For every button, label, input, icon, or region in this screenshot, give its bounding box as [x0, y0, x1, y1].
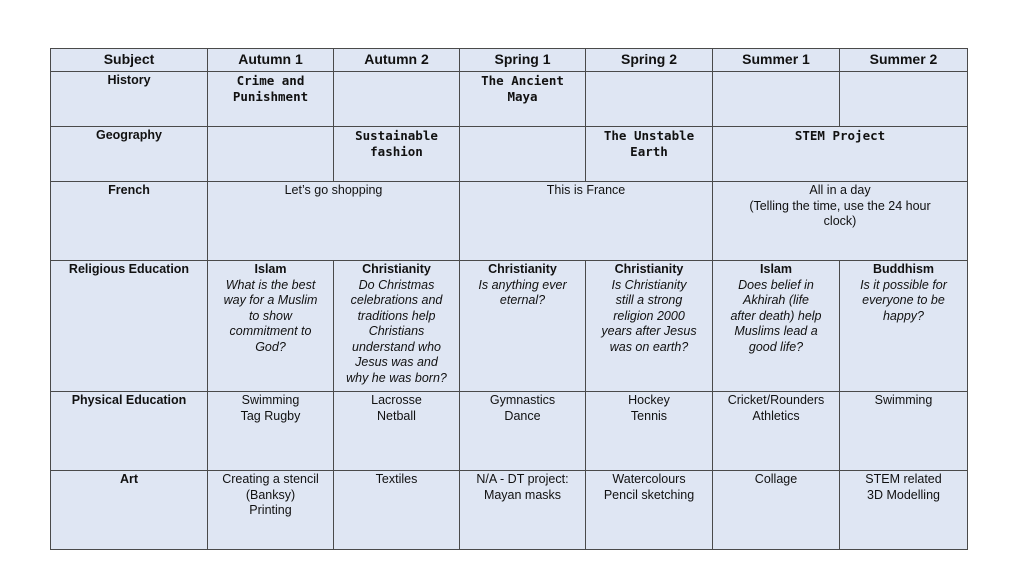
art-autumn-2: Textiles — [334, 471, 460, 550]
history-summer-1 — [713, 72, 840, 127]
subject-geography: Geography — [51, 127, 208, 182]
history-autumn-2 — [334, 72, 460, 127]
re-spring-2: Christianity Is Christianity still a strong religion 2000 years after Jesus was on earth? — [586, 261, 713, 392]
subject-physical-education: Physical Education — [51, 392, 208, 471]
row-history — [51, 72, 968, 127]
row-physical-education — [51, 392, 968, 471]
art-summer-1: Collage — [713, 471, 840, 550]
art-summer-2: STEM related 3D Modelling — [840, 471, 968, 550]
pe-summer-1: Cricket/Rounders Athletics — [713, 392, 840, 471]
re-summer-1: Islam Does belief in Akhirah (life after death) help Muslims lead a good life? — [713, 261, 840, 392]
history-spring-2 — [586, 72, 713, 127]
pe-spring-2: Hockey Tennis — [586, 392, 713, 471]
geography-autumn-2: Sustainable fashion — [334, 127, 460, 182]
history-summer-2 — [840, 72, 968, 127]
pe-autumn-1: Swimming Tag Rugby — [208, 392, 334, 471]
header-subject: Subject — [51, 49, 208, 72]
re-autumn-2: Christianity Do Christmas celebrations and traditions help Christians understand who Jesus was and why he was born? — [334, 261, 460, 392]
header-spring-1: Spring 1 — [460, 49, 586, 72]
re-summer-2: Buddhism Is it possible for everyone to be happy? — [840, 261, 968, 392]
pe-spring-1: Gymnastics Dance — [460, 392, 586, 471]
header-summer-1: Summer 1 — [713, 49, 840, 72]
french-summer: All in a day (Telling the time, use the 24 hour clock) — [713, 182, 968, 261]
pe-summer-2: Swimming — [840, 392, 968, 471]
header-autumn-2: Autumn 2 — [334, 49, 460, 72]
row-art — [51, 471, 968, 550]
french-spring: This is France — [460, 182, 713, 261]
art-autumn-1: Creating a stencil (Banksy) Printing — [208, 471, 334, 550]
history-autumn-1: Crime and Punishment — [208, 72, 334, 127]
header-autumn-1: Autumn 1 — [208, 49, 334, 72]
geography-spring-2: The Unstable Earth — [586, 127, 713, 182]
history-spring-1: The Ancient Maya — [460, 72, 586, 127]
subject-history: History — [51, 72, 208, 127]
row-religious-education — [51, 261, 968, 392]
art-spring-2: Watercolours Pencil sketching — [586, 471, 713, 550]
subject-french: French — [51, 182, 208, 261]
header-spring-2: Spring 2 — [586, 49, 713, 72]
row-french — [51, 182, 968, 261]
row-geography — [51, 127, 968, 182]
header-summer-2: Summer 2 — [840, 49, 968, 72]
geography-spring-1 — [460, 127, 586, 182]
french-autumn: Let’s go shopping — [208, 182, 460, 261]
subject-art: Art — [51, 471, 208, 550]
curriculum-table — [50, 48, 968, 550]
art-spring-1: N/A - DT project: Mayan masks — [460, 471, 586, 550]
pe-autumn-2: Lacrosse Netball — [334, 392, 460, 471]
geography-autumn-1 — [208, 127, 334, 182]
subject-religious-education: Religious Education — [51, 261, 208, 392]
re-spring-1: Christianity Is anything ever eternal? — [460, 261, 586, 392]
re-autumn-1: Islam What is the best way for a Muslim to show commitment to God? — [208, 261, 334, 392]
header-row — [51, 49, 968, 72]
geography-summer: STEM Project — [713, 127, 968, 182]
